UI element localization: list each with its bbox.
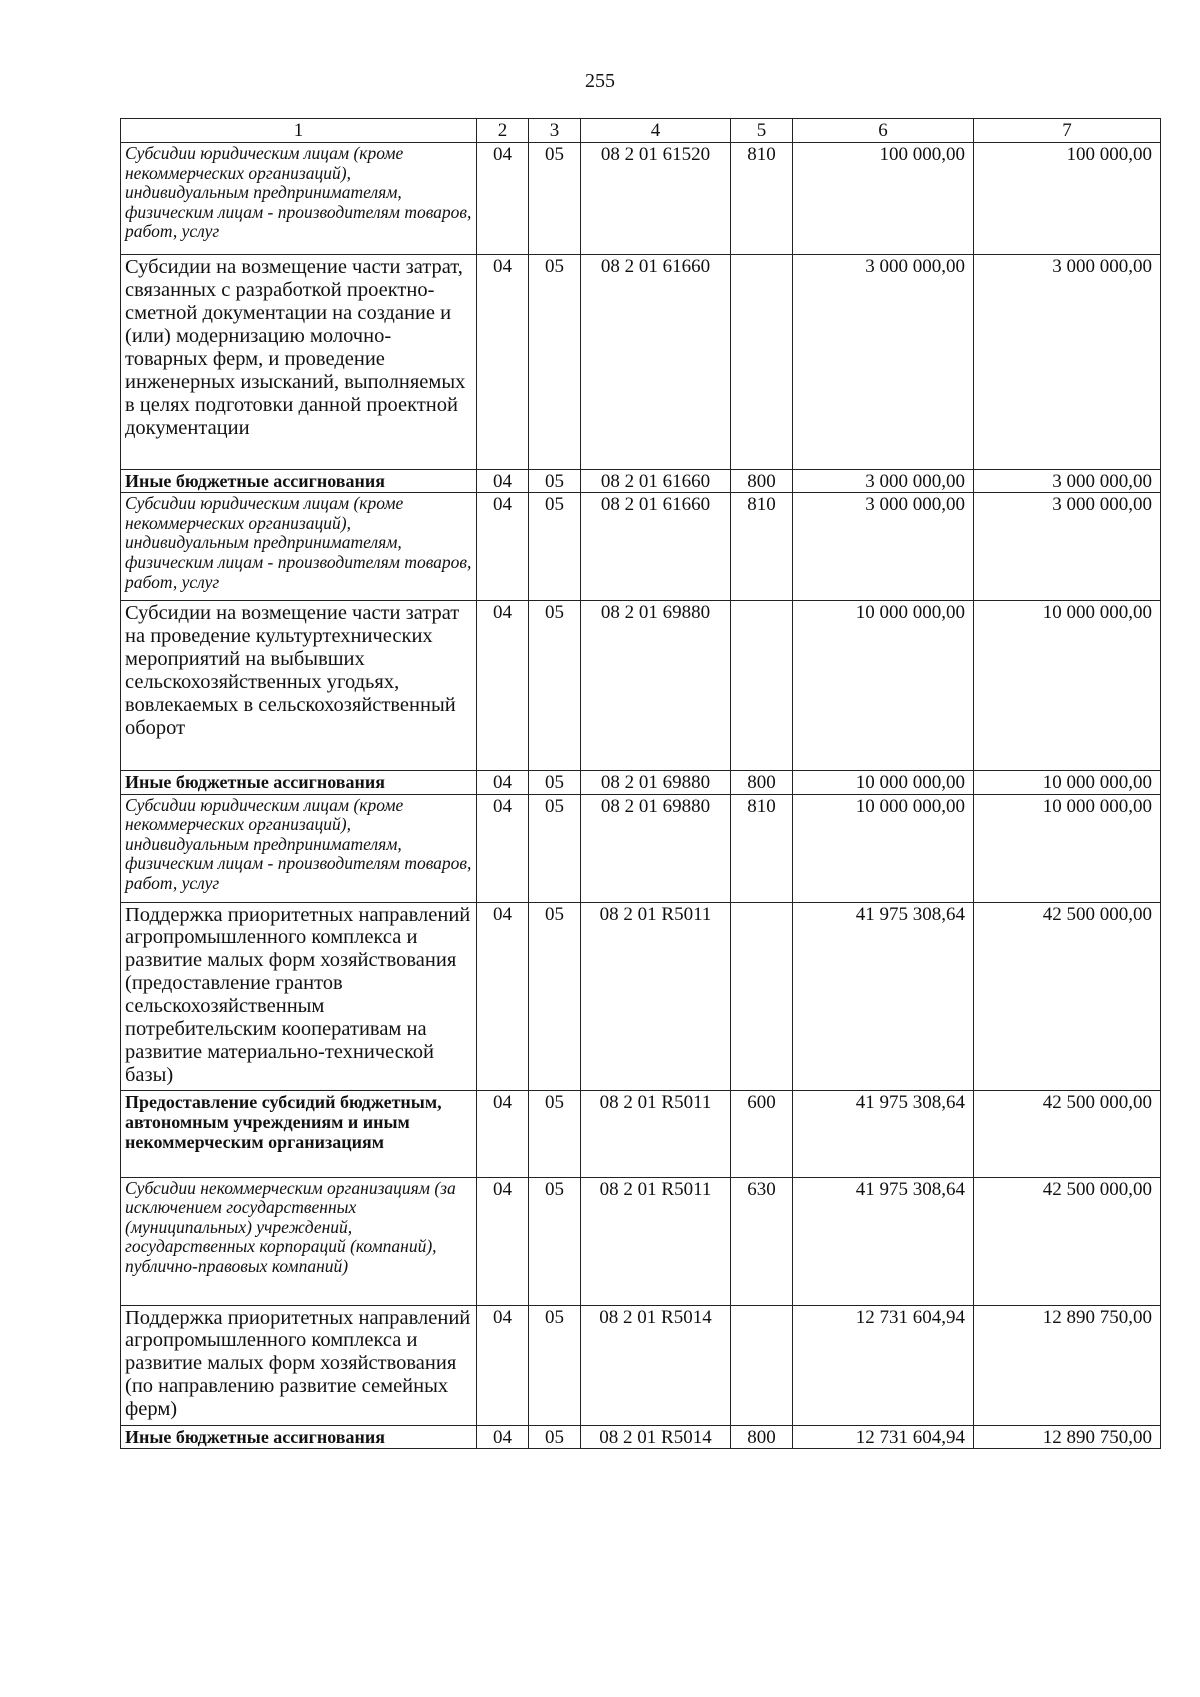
row-target-code: 08 2 01 69880 <box>581 771 731 794</box>
row-target-code: 08 2 01 69880 <box>581 601 731 771</box>
row-target-code: 08 2 01 R5014 <box>581 1425 731 1448</box>
row-subsection: 05 <box>529 902 581 1090</box>
row-amount-year-1: 41 975 308,64 <box>793 1090 974 1177</box>
row-amount-year-2: 3 000 000,00 <box>974 255 1161 470</box>
row-section: 04 <box>477 493 529 601</box>
row-target-code: 08 2 01 R5014 <box>581 1305 731 1425</box>
row-target-code: 08 2 01 61660 <box>581 255 731 470</box>
row-amount-year-2: 10 000 000,00 <box>974 771 1161 794</box>
row-section: 04 <box>477 1305 529 1425</box>
row-name: Субсидии некоммерческим организациям (за исключением государственных (муниципальных) учреждений, государственных корпораций (компаний), публично-правовых компаний) <box>121 1177 477 1305</box>
row-name: Субсидии юридическим лицам (кроме некоммерческих организаций), индивидуальным предпринимателям, физическим лицам - производителям товаров, работ, услуг <box>121 493 477 601</box>
row-amount-year-2: 42 500 000,00 <box>974 1090 1161 1177</box>
row-amount-year-2: 42 500 000,00 <box>974 902 1161 1090</box>
table-row <box>121 493 1161 601</box>
row-amount-year-2: 100 000,00 <box>974 143 1161 255</box>
row-subsection: 05 <box>529 493 581 601</box>
row-subsection: 05 <box>529 1425 581 1448</box>
row-subsection: 05 <box>529 470 581 493</box>
row-subsection: 05 <box>529 794 581 902</box>
row-expense-type: 600 <box>731 1090 793 1177</box>
column-header-7: 7 <box>974 119 1161 143</box>
row-name: Поддержка приоритетных направлений агропромышленного комплекса и развитие малых форм хозяйствования (предоставление грантов сельскохозяйственным потребительским кооперативам на развитие материально-технической базы) <box>121 902 477 1090</box>
row-amount-year-1: 10 000 000,00 <box>793 601 974 771</box>
page-number: 255 <box>585 70 615 92</box>
row-expense-type: 810 <box>731 794 793 902</box>
column-header-3: 3 <box>529 119 581 143</box>
row-amount-year-2: 42 500 000,00 <box>974 1177 1161 1305</box>
row-expense-type: 810 <box>731 493 793 601</box>
row-subsection: 05 <box>529 1090 581 1177</box>
row-name: Поддержка приоритетных направлений агропромышленного комплекса и развитие малых форм хозяйствования (по направлению развитие семейных ферм) <box>121 1305 477 1425</box>
row-amount-year-1: 10 000 000,00 <box>793 794 974 902</box>
row-expense-type: 800 <box>731 470 793 493</box>
column-header-4: 4 <box>581 119 731 143</box>
row-subsection: 05 <box>529 771 581 794</box>
row-subsection: 05 <box>529 601 581 771</box>
table-row <box>121 143 1161 255</box>
row-expense-type: 800 <box>731 1425 793 1448</box>
budget-table <box>120 118 1161 1449</box>
table-row <box>121 771 1161 794</box>
row-name: Иные бюджетные ассигнования <box>121 470 477 493</box>
row-target-code: 08 2 01 R5011 <box>581 902 731 1090</box>
row-target-code: 08 2 01 R5011 <box>581 1090 731 1177</box>
row-expense-type: 800 <box>731 771 793 794</box>
row-expense-type: 810 <box>731 143 793 255</box>
row-target-code: 08 2 01 61660 <box>581 470 731 493</box>
row-amount-year-2: 12 890 750,00 <box>974 1425 1161 1448</box>
row-amount-year-1: 3 000 000,00 <box>793 255 974 470</box>
row-name: Иные бюджетные ассигнования <box>121 1425 477 1448</box>
row-amount-year-1: 12 731 604,94 <box>793 1305 974 1425</box>
row-section: 04 <box>477 1090 529 1177</box>
table-row <box>121 470 1161 493</box>
row-subsection: 05 <box>529 1177 581 1305</box>
table-row <box>121 255 1161 470</box>
column-header-6: 6 <box>793 119 974 143</box>
row-target-code: 08 2 01 61520 <box>581 143 731 255</box>
table-row <box>121 902 1161 1090</box>
row-name: Иные бюджетные ассигнования <box>121 771 477 794</box>
row-section: 04 <box>477 771 529 794</box>
row-expense-type: 630 <box>731 1177 793 1305</box>
row-subsection: 05 <box>529 143 581 255</box>
row-section: 04 <box>477 255 529 470</box>
column-header-2: 2 <box>477 119 529 143</box>
table-row <box>121 794 1161 902</box>
table-row <box>121 1305 1161 1425</box>
row-name: Субсидии на возмещение части затрат на проведение культуртехнических мероприятий на выбывших сельскохозяйственных угодьях, вовлекаемых в сельскохозяйственный оборот <box>121 601 477 771</box>
column-header-1: 1 <box>121 119 477 143</box>
row-expense-type <box>731 1305 793 1425</box>
row-name: Предоставление субсидий бюджетным, автономным учреждениям и иным некоммерческим организациям <box>121 1090 477 1177</box>
row-amount-year-1: 12 731 604,94 <box>793 1425 974 1448</box>
row-amount-year-2: 10 000 000,00 <box>974 794 1161 902</box>
row-target-code: 08 2 01 R5011 <box>581 1177 731 1305</box>
row-amount-year-2: 12 890 750,00 <box>974 1305 1161 1425</box>
table-row <box>121 1177 1161 1305</box>
table-row <box>121 1090 1161 1177</box>
row-section: 04 <box>477 794 529 902</box>
row-name: Субсидии юридическим лицам (кроме некоммерческих организаций), индивидуальным предпринимателям, физическим лицам - производителям товаров, работ, услуг <box>121 143 477 255</box>
row-amount-year-2: 3 000 000,00 <box>974 470 1161 493</box>
row-amount-year-1: 3 000 000,00 <box>793 470 974 493</box>
row-amount-year-1: 41 975 308,64 <box>793 1177 974 1305</box>
row-section: 04 <box>477 601 529 771</box>
row-amount-year-1: 10 000 000,00 <box>793 771 974 794</box>
row-subsection: 05 <box>529 1305 581 1425</box>
table-header-row <box>121 119 1161 143</box>
row-name: Субсидии юридическим лицам (кроме некоммерческих организаций), индивидуальным предпринимателям, физическим лицам - производителям товаров, работ, услуг <box>121 794 477 902</box>
row-target-code: 08 2 01 69880 <box>581 794 731 902</box>
row-expense-type <box>731 601 793 771</box>
row-amount-year-2: 10 000 000,00 <box>974 601 1161 771</box>
row-section: 04 <box>477 1425 529 1448</box>
row-section: 04 <box>477 143 529 255</box>
row-subsection: 05 <box>529 255 581 470</box>
row-amount-year-2: 3 000 000,00 <box>974 493 1161 601</box>
row-amount-year-1: 41 975 308,64 <box>793 902 974 1090</box>
row-amount-year-1: 100 000,00 <box>793 143 974 255</box>
row-amount-year-1: 3 000 000,00 <box>793 493 974 601</box>
row-name: Субсидии на возмещение части затрат, связанных с разработкой проектно-сметной документации на создание и (или) модернизацию молочно-товарных ферм, и проведение инженерных изысканий, выполняемых в целях подготовки данной проектной документации <box>121 255 477 470</box>
column-header-5: 5 <box>731 119 793 143</box>
row-expense-type <box>731 902 793 1090</box>
row-section: 04 <box>477 1177 529 1305</box>
row-target-code: 08 2 01 61660 <box>581 493 731 601</box>
row-section: 04 <box>477 470 529 493</box>
row-section: 04 <box>477 902 529 1090</box>
row-expense-type <box>731 255 793 470</box>
table-row <box>121 601 1161 771</box>
table-row <box>121 1425 1161 1448</box>
